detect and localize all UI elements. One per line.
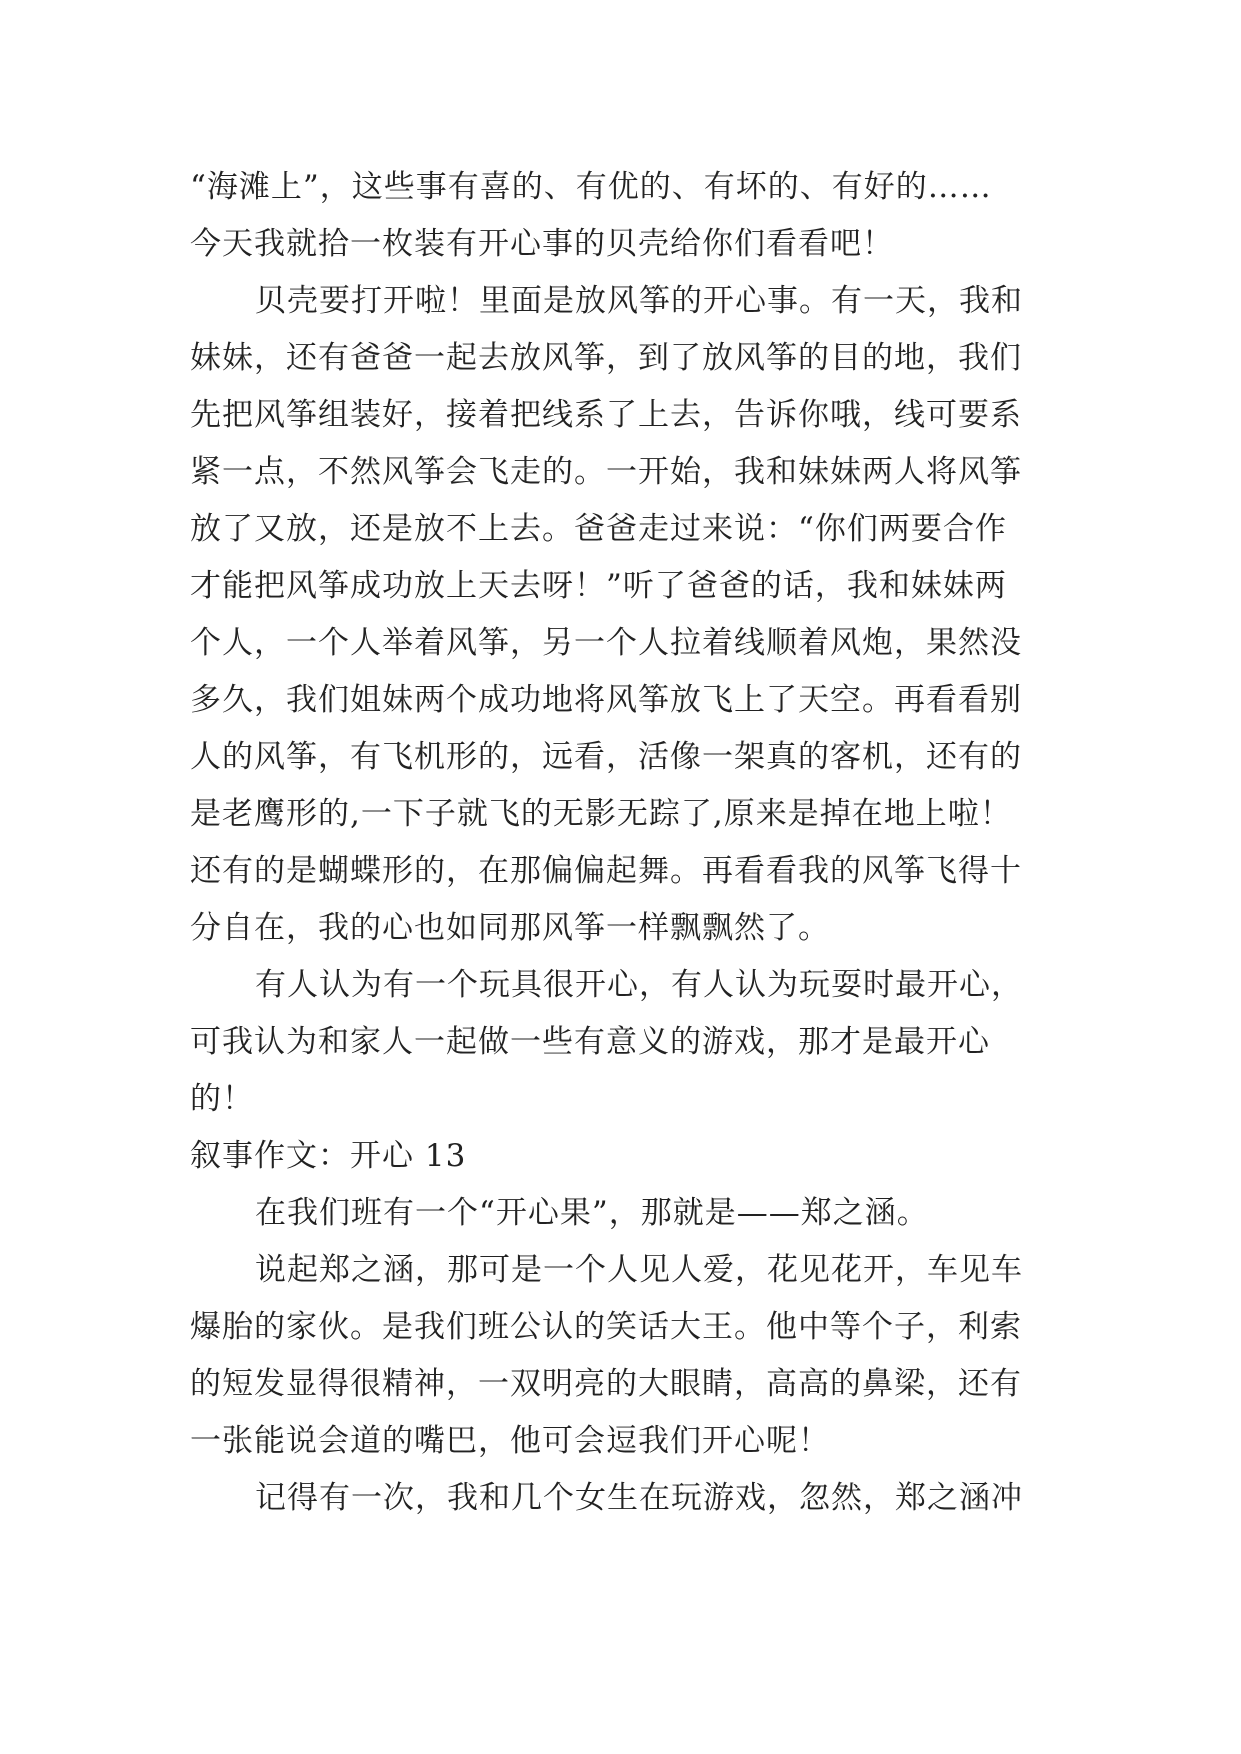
- paragraph-start-line: 记得有一次，我和几个女生在玩游戏，忽然，郑之涵冲: [255, 1480, 1023, 1516]
- text-line: 今天我就拾一枚装有开心事的贝壳给你们看看吧！: [190, 226, 894, 262]
- text-line: 妹妹，还有爸爸一起去放风筝，到了放风筝的目的地，我们: [190, 340, 1022, 376]
- text-line: 个人，一个人举着风筝，另一个人拉着线顺着风炮，果然没: [190, 625, 1022, 661]
- text-line: 人的风筝，有飞机形的，远看，活像一架真的客机，还有的: [190, 739, 1022, 775]
- text-line: 可我认为和家人一起做一些有意义的游戏，那才是最开心: [190, 1024, 990, 1060]
- paragraph-start-line: 说起郑之涵，那可是一个人见人爱，花见花开，车见车: [255, 1252, 1023, 1288]
- text-line: 才能把风筝成功放上天去呀！”听了爸爸的话，我和妹妹两: [190, 568, 1007, 604]
- text-line: 紧一点，不然风筝会飞走的。一开始，我和妹妹两人将风筝: [190, 454, 1022, 490]
- text-line: 放了又放，还是放不上去。爸爸走过来说：“你们两要合作: [190, 511, 1007, 547]
- text-line: “海滩上”，这些事有喜的、有优的、有坏的、有好的……: [190, 169, 992, 205]
- text-line: 分自在，我的心也如同那风筝一样飘飘然了。: [190, 910, 830, 946]
- text-line: 的！: [190, 1081, 254, 1117]
- text-line: 爆胎的家伙。是我们班公认的笑话大王。他中等个子，利索: [190, 1309, 1022, 1345]
- paragraph-start-line: 在我们班有一个“开心果”，那就是——郑之涵。: [255, 1195, 929, 1231]
- essay-title: 叙事作文：开心 13: [190, 1138, 467, 1174]
- paragraph-start-line: 有人认为有一个玩具很开心，有人认为玩耍时最开心，: [255, 967, 1023, 1003]
- text-line: 先把风筝组装好，接着把线系了上去，告诉你哦，线可要系: [190, 397, 1022, 433]
- text-line: 是老鹰形的,一下子就飞的无影无踪了,原来是掉在地上啦！: [190, 796, 1012, 832]
- text-line: 多久，我们姐妹两个成功地将风筝放飞上了天空。再看看别: [190, 682, 1022, 718]
- text-line: 一张能说会道的嘴巴，他可会逗我们开心呢！: [190, 1423, 830, 1459]
- text-line: 还有的是蝴蝶形的，在那偏偏起舞。再看看我的风筝飞得十: [190, 853, 1022, 889]
- paragraph-start-line: 贝壳要打开啦！里面是放风筝的开心事。有一天，我和: [255, 283, 1023, 319]
- text-line: 的短发显得很精神，一双明亮的大眼睛，高高的鼻梁，还有: [190, 1366, 1022, 1402]
